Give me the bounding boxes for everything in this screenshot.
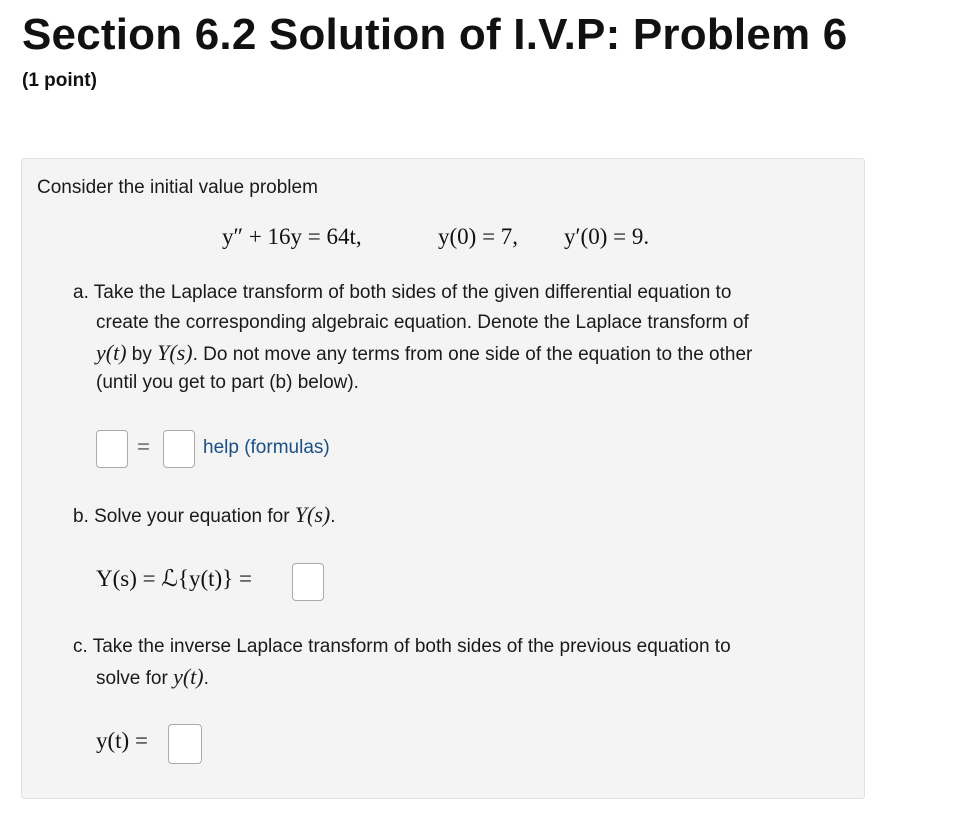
math-y-of-t: y(t) [96, 340, 127, 365]
math-y-of-t: y(t) [173, 664, 204, 689]
part-a-line-2: create the corresponding algebraic equation. Denote the Laplace transform of [96, 312, 749, 333]
part-c-text: solve for [96, 668, 174, 689]
initial-condition-y0: y(0) = 7, [438, 224, 519, 249]
problem-intro: Consider the initial value problem [37, 177, 318, 198]
part-b-answer-label: Y(s) = ℒ{y(t)} = [96, 566, 252, 591]
differential-equation: y″ + 16y = 64t, [222, 224, 362, 249]
part-a-line-4: (until you get to part (b) below). [96, 372, 359, 393]
problem-panel [21, 158, 865, 799]
laplace-rhs-input[interactable] [163, 430, 195, 468]
Y-of-s-input[interactable] [292, 563, 324, 601]
part-b-text: b. Solve your equation for [73, 506, 295, 527]
part-a-line-1: a. Take the Laplace transform of both sides of the given differential equation to [73, 282, 732, 303]
help-formulas-link[interactable]: help (formulas) [203, 437, 330, 458]
math-Y-of-s: Y(s) [294, 502, 331, 527]
part-b-line-1 [73, 500, 336, 532]
points-label: (1 point) [22, 70, 97, 91]
part-c-line-2 [96, 662, 209, 694]
part-b-period: . [330, 506, 336, 527]
part-a-by-text: by [126, 344, 158, 365]
part-a-line-3 [96, 338, 752, 370]
part-c-line-1: c. Take the inverse Laplace transform of both sides of the previous equation to [73, 636, 731, 657]
part-a-instruction-text: . Do not move any terms from one side of the equation to the other [192, 344, 753, 365]
y-of-t-input[interactable] [168, 724, 202, 764]
equals-sign: = [137, 434, 150, 459]
laplace-lhs-input[interactable] [96, 430, 128, 468]
initial-condition-yprime0: y′(0) = 9. [564, 224, 650, 249]
part-c-answer-label: y(t) = [96, 728, 148, 753]
part-c-period: . [203, 668, 209, 689]
page-title: Section 6.2 Solution of I.V.P: Problem 6 [22, 10, 848, 59]
math-Y-of-s: Y(s) [157, 340, 193, 365]
